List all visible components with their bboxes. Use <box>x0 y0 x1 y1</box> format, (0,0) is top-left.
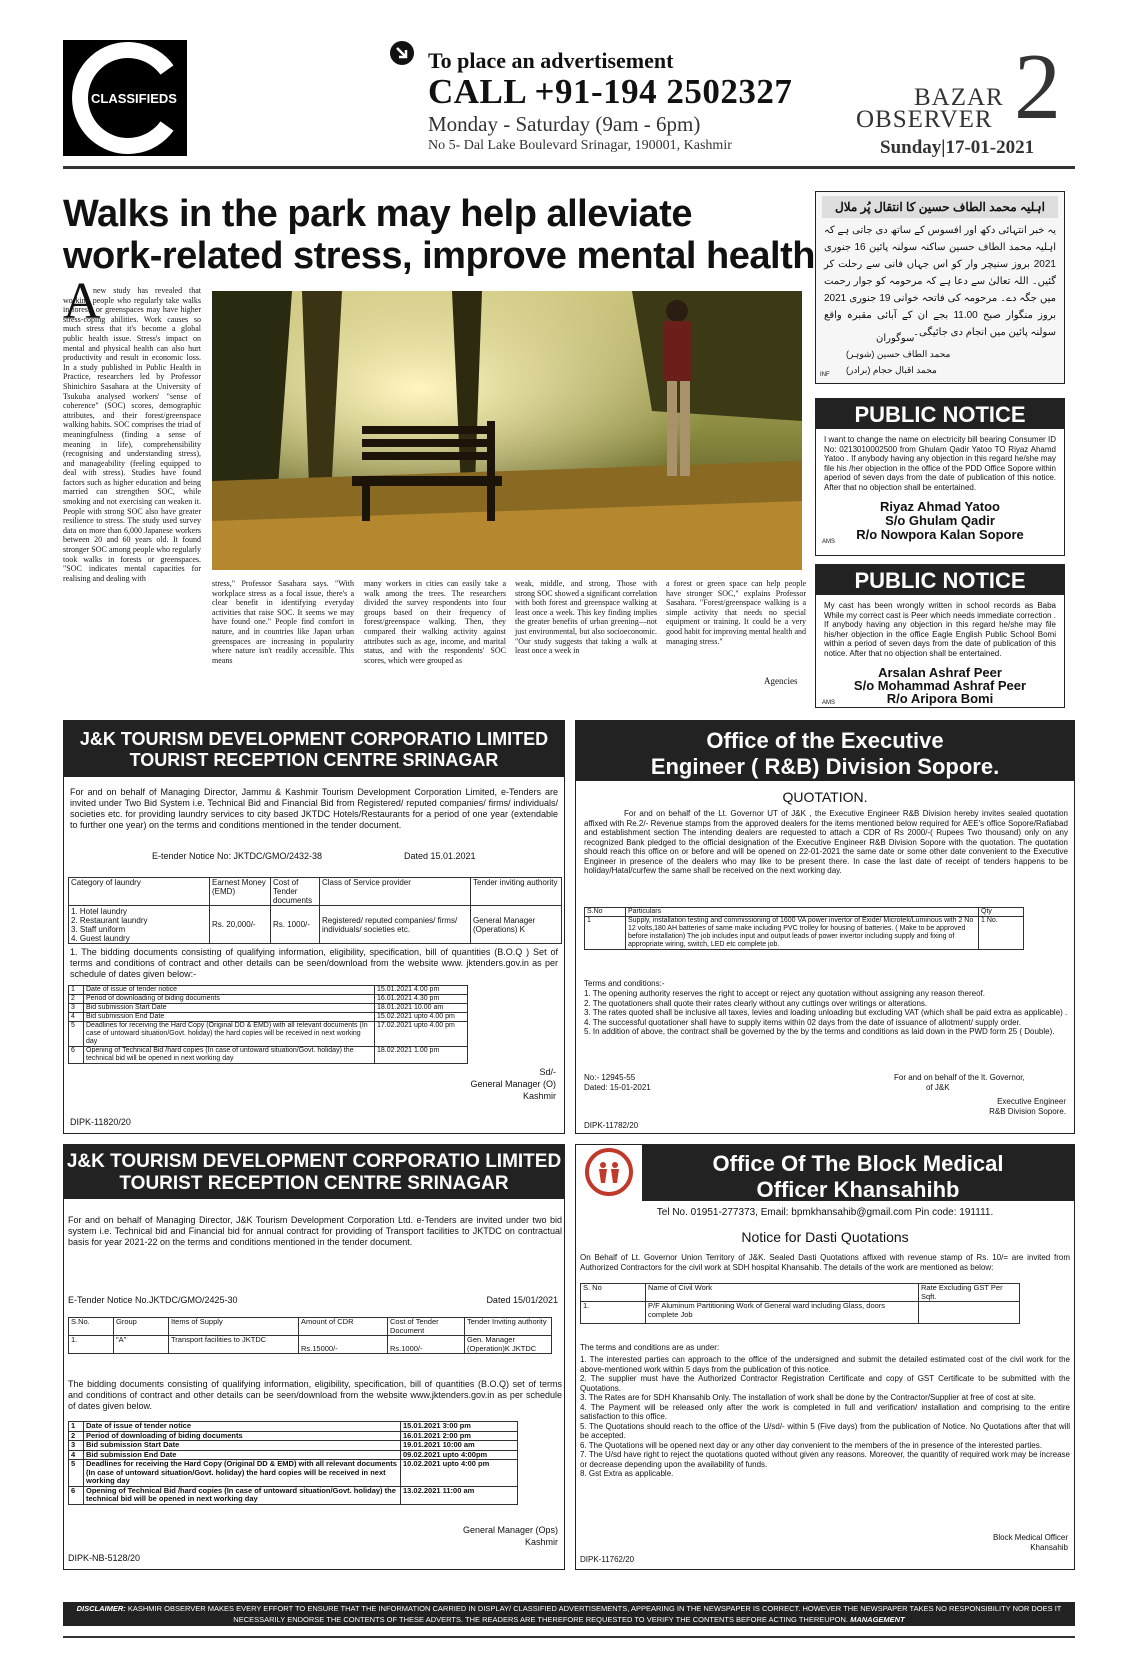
table-row <box>69 1486 518 1504</box>
table-row <box>69 1013 468 1022</box>
table-row <box>69 995 468 1004</box>
table-row <box>69 1004 468 1013</box>
bmo-sign-1: Block Medical Officer <box>993 1533 1068 1542</box>
jktdc2-notice-no: E-Tender Notice No.JKTDC/GMO/2425-30 <box>68 1295 238 1305</box>
list-item: 6. The Quotations will be opened next day or any other day convenient to the members of the in presence of the interested parties. <box>580 1440 1042 1450</box>
schedule-sno: 2 <box>69 995 84 1004</box>
schedule-sno: 6 <box>69 1486 84 1504</box>
article-col3-text: many workers in cities can easily take a walk among the trees. The researchers divided the survey respondents into four groups based on their frequency of forest/greenspace walking. Then, they compared their walking activity against attributes such as age, income, and marital status, and with the respondents' SOC scores, which were grouped as <box>364 579 506 665</box>
jktdc2-schedule-table <box>68 1421 518 1505</box>
park-bench-photo <box>212 291 802 570</box>
schedule-item: Opening of Technical Bid /hard copies (In case of untoward situation/Govt. holiday) the technical bid will be opened in next working day <box>84 1486 401 1504</box>
jktdc1-sign-3: Kashmir <box>522 1091 556 1101</box>
jktdc2-title-1: J&K TOURISM DEVELOPMENT CORPORATIO LIMITED <box>66 1151 562 1172</box>
list-item: 2. Restaurant laundry <box>71 916 148 925</box>
schedule-item: Bid submission End Date <box>84 1450 401 1460</box>
rnb-intro: For and on behalf of the Lt. Governor UT of J&K , the Executive Engineer R&B Division hereby invites sealed quotation affixed with Re.2/- Revenue stamps from the approved dealers for the items mentioned below required for AEE's office Sopore/Rafiabad and establishment section The intending dealers are requested to attach a CDR of Rs 2000/-( Rupees Two thousand) only on any recognized Bank pledged to the official designation of the Executive Engineer R&B Division Sopore with the quotation. The quotation should reach this office on or before and will be opened on 22-01-2021 the same date or some other date convenient to the Executive Engineer in presence of the dealers who may like to be present there. In case the last date of receipt of tenders happens to be holiday/Hatal/curfew the same shall be received on the next working day. <box>584 809 1068 875</box>
bmo-banner <box>642 1145 1074 1201</box>
rnb-row-qty: 1 No. <box>979 917 1024 950</box>
rnb-subtitle: QUOTATION. <box>782 789 868 805</box>
schedule-item: Date of issue of tender notice <box>84 986 375 995</box>
list-item: 1. Hotel laundry <box>71 907 128 916</box>
list-item: 1. The interested parties can approach to the office of the undersigned and submit the detailed estimated cost of the civil work for the above-mentioned work within 5 days from the publication of this notice. <box>580 1355 1070 1374</box>
schedule-item: Bid submission Start Date <box>84 1004 375 1013</box>
obituary-name-2: محمد اقبال حجام (برادر) <box>846 365 937 375</box>
rnb-sign-2: of J&K <box>926 1083 950 1092</box>
jktdc2-sign-1: General Manager (Ops) <box>462 1525 558 1535</box>
bmo-terms-title: The terms and conditions are as under: <box>580 1343 720 1352</box>
jktdc2-row-cdr: Rs.15000/- <box>299 1336 388 1354</box>
rnb-quotation <box>575 720 1075 1134</box>
jktdc2-h-items: Items of Supply <box>169 1318 299 1336</box>
list-item: 4. The successful quotationer shall have to supply items within 02 days from the date of issuance of allotment/ supply order. <box>584 1017 1021 1027</box>
jktdc1-title-1: J&K TOURISM DEVELOPMENT CORPORATIO LIMITED <box>79 729 549 749</box>
article-photo <box>212 291 802 570</box>
bmo-work-table <box>580 1283 1020 1324</box>
rnb-items-table <box>584 907 1024 950</box>
jktdc1-h-category: Category of laundry <box>69 878 210 906</box>
schedule-date: 19.01.2021 10:00 am <box>401 1441 518 1451</box>
public-notice-2-tag: AMS <box>822 700 836 706</box>
disclaimer-text: KASHMIR OBSERVER MAKES EVERY EFFORT TO ENSURE THAT THE INFORMATION CARRIED IN DISPLAY/ CLASSIFIED ADVERTISEMENTS, APPEARING IN THE NEWSPAPER IS CORRECT. HOWEVER THE NEWSPAPER TAKES NO RESPONSIBILITY NOR DOES IT NECESSARILY ENDORSE THE CONTENTS OF THESE ADVERTS. THE READERS ARE THEREFORE REQUESTED TO VERIFY THE CONTENTS BEFORE ACTING THEREUPON. <box>125 1604 1062 1624</box>
bmo-notice <box>575 1144 1075 1570</box>
jktdc2-items-table <box>68 1317 552 1354</box>
jktdc1-h-cost: Cost of Tender documents <box>271 878 320 906</box>
jktdc2-row-authority: Gen. Manager (Operation)K JKTDC <box>465 1336 552 1354</box>
jktdc1-intro: For and on behalf of Managing Director, Jammu & Kashmir Tourism Development Corporation Limited, e-Tenders are invited under Two Bid System i.e. Technical Bid and Financial Bid from Registered/ reputed companies/ firms/ individuals/ societies etc. for providing laundry services to city based JKTDC Hotels/Restaurants for a period of one year (extendable to further one year) on the terms and conditions mentioned in the tender document. <box>70 787 558 830</box>
rnb-sign-1: For and on behalf of the lt. Governor, <box>894 1073 1025 1082</box>
table-row <box>69 1441 518 1451</box>
jktdc2-row-sno: 1. <box>69 1336 114 1354</box>
rnb-h-qty: Qty <box>979 908 1024 917</box>
jktdc1-cost: Rs. 1000/- <box>271 906 320 944</box>
schedule-date: 10.02.2021 upto 4:00 pm <box>401 1460 518 1487</box>
jktdc2-para: The bidding documents consisting of qualifying information, eligibility, specification, bill of quantities (B.O.Q) set of terms and conditions of contract and other details can be seen/download from the website www.jktenders.gov.in as per schedule of dates given below. <box>68 1379 562 1411</box>
schedule-sno: 1 <box>69 986 84 995</box>
rnb-row-sno: 1 <box>585 917 626 950</box>
logo-text: CLASSIFIEDS <box>91 91 177 106</box>
article-col4-text: weak, middle, and strong. Those with strong SOC showed a significant correlation with both forest and greenspace walking at least once a week. This key finding implies the greater benefits of urban greening—not just environmental, but also socioeconomic. "Our study suggests that taking a walk at least once a week in <box>515 579 657 656</box>
public-notice-1-title: PUBLIC NOTICE <box>816 399 1064 429</box>
schedule-date: 13.02.2021 11:00 am <box>401 1486 518 1504</box>
jktdc2-h-cost: Cost of Tender Document <box>388 1318 465 1336</box>
list-item: 4. Guest laundry <box>71 934 130 943</box>
bmo-h-sno: S. No <box>581 1284 646 1302</box>
public-notice-1-body: I want to change the name on electricity bill bearing Consumer ID No: 0213010002500 from Ghulam Qadir Yatoo TO Riyaz Ahamd Yatoo . If anybody having any objection in this regard he/she may file his /her objection in the office of the PDD Office Sopore within aperiod of seven days from the date of publication of this notice. After that no objection shall be entertained. <box>824 435 1056 492</box>
jktdc1-sign-2: General Manager (O) <box>470 1079 556 1089</box>
jktdc1-h-emd: Earnest Money (EMD) <box>210 878 271 906</box>
rnb-h-sno: S.No <box>585 908 626 917</box>
public-notice-2-address: R/o Aripora Bomi <box>886 691 994 706</box>
article-column-5 <box>666 579 806 679</box>
article-column-1 <box>63 286 201 686</box>
schedule-sno: 5 <box>69 1022 84 1047</box>
obituary-tag: INF <box>820 372 830 378</box>
paper-name-2: OBSERVER <box>856 106 993 133</box>
jktdc2-row-group: "A" <box>114 1336 169 1354</box>
jktdc1-schedule-table <box>68 985 468 1064</box>
nrhm-logo <box>578 1147 640 1197</box>
schedule-date: 18.01.2021 10.00 am <box>375 1004 468 1013</box>
article-column-4 <box>515 579 657 687</box>
article-headline-2: work-related stress, improve mental health <box>63 235 815 277</box>
list-item: 4. The Payment will be released only after the work is completed in full and verification/ installation and comprising to the entire satisfaction to this office. <box>580 1402 1070 1421</box>
jktdc1-para: 1. The bidding documents consisting of qualifying information, eligibility, specification, bill of quantities (B.O.Q ) Set of terms and conditions of contract and other details can be seen/download from the website www. jktenders.gov.in as per schedule of dates given below:- <box>70 947 558 979</box>
article-column-2 <box>212 579 354 687</box>
jktdc1-banner <box>64 721 564 777</box>
public-notice-1-tag: AMS <box>822 539 836 545</box>
obituary-body: یہ خبر انتہائی دکھ اور افسوس کے ساتھ دی جاتی ہے کہ اہلیہ محمد الطاف حسین ساکنہ سولنہ پائین 16 جنوری 2021 بروز سنیچر وار کو اس جہاں فانی سے رحلت کر گئیں۔ اللہ تعالیٰ سے دعا ہے کہ مرحومہ کو جوار رحمت میں جگہ دے۔ مرحومہ کی فاتحہ خوانی 19 جنوری 2021 بروز منگوار صبح 11.00 بجے ان کے آبائی مقبرہ واقع سولنہ پائین میں انجام دی جائیگی۔ <box>824 225 1056 338</box>
list-item: 8. Gst Extra as applicable. <box>580 1469 674 1478</box>
schedule-date: 15.01.2021 3:00 pm <box>401 1422 518 1432</box>
rnb-title-1: Office of the Executive <box>706 728 944 753</box>
jktdc1-emd: Rs. 20,000/- <box>210 906 271 944</box>
list-item: 3. The rates quoted shall be inclusive all taxes, levies and loading unloading but excluding VAT (which shall be paid extra as applicable) . <box>584 1008 1068 1017</box>
dropcap: A <box>63 273 101 330</box>
bmo-contact: Tel No. 01951-277373, Email: bpmkhansahib@gmail.com Pin code: 191111. <box>656 1207 994 1218</box>
jktdc2-h-cdr: Amount of CDR <box>299 1318 388 1336</box>
table-row <box>69 1022 468 1047</box>
bmo-row-work: P/F Aluminum Partitioning Work of General ward including Glass, doors complete Job <box>646 1302 919 1324</box>
advert-line: To place an advertisement <box>428 48 674 73</box>
table-row <box>69 1047 468 1064</box>
rnb-row-particulars: Supply, installation testing and commissioning of 1600 VA power invertor of Exide/ Microtek/Luminous with 2 No 12 volts,180 AH batteries of same make including PVC trolley for housing of batteries. ( Make to be approved before installation) The job includes input and output leads of power invertor including supply and fixing of appropriate wiring, switch, LED etc complete job. <box>626 917 979 950</box>
phone-number: CALL +91-194 2502327 <box>428 72 793 111</box>
public-notice-1-name: Riyaz Ahmad Yatoo <box>880 499 1000 514</box>
schedule-item: Period of downloading of biding documents <box>84 995 375 1004</box>
schedule-date: 17.02.2021 upto 4.00 pm <box>375 1022 468 1047</box>
disclaimer-signoff: MANAGEMENT <box>848 1615 905 1624</box>
rnb-title-2: Engineer ( R&B) Division Sopore. <box>650 754 1000 779</box>
jktdc2-h-authority: Tender Inviting authority <box>465 1318 552 1336</box>
schedule-item: Opening of Technical Bid /hard copies (In case of untoward situation/Govt. holiday) the technical bid will be opened in next working day <box>84 1047 375 1064</box>
schedule-sno: 2 <box>69 1431 84 1441</box>
classifieds-logo <box>63 40 187 156</box>
bmo-h-rate: Rate Excluding GST Per Sqft. <box>919 1284 1020 1302</box>
list-item: 2. The quotationers shall quote their rates clearly without any cuttings over writings or alterations. <box>584 998 928 1008</box>
obituary-box <box>815 191 1065 384</box>
bmo-intro: On Behalf of Lt. Governor Union Territory of J&K. Sealed Dasti Quotations affixed with revenue stamp of Rs. 10/= are invited from Authorized Contractors for the civil work at SDH hospital Khansahib. The details of the work are mentioned as below: <box>580 1253 1070 1272</box>
schedule-sno: 3 <box>69 1004 84 1013</box>
jktdc1-notice-no: E-tender Notice No: JKTDC/GMO/2432-38 <box>152 851 323 861</box>
jktdc2-intro: For and on behalf of Managing Director, J&K Tourism Development Corporation Ltd. e-Tenders are invited under two bid system i.e. Technical bid and Financial bid for annual contract for providing of Transport facilities to JKTDC on contractual basis for year 2021-22 on the terms and conditions mentioned in the tender document. <box>68 1215 562 1247</box>
bmo-title-2: Officer Khansahihb <box>756 1177 960 1202</box>
rnb-terms <box>584 989 1068 1037</box>
rnb-h-particulars: Particulars <box>626 908 979 917</box>
rnb-banner <box>576 721 1074 781</box>
jktdc2-h-sno: S.No. <box>69 1318 114 1336</box>
list-item: 3. The Rates are for SDH Khansahib Only. The installation of work shall be done by the Contractor/Supplier at free of cost at site. <box>580 1393 1036 1402</box>
page-number: 2 <box>1014 35 1061 139</box>
jktdc2-row-items: Transport facilities to JKTDC <box>169 1336 299 1354</box>
article-column-3 <box>364 579 506 687</box>
public-notice-1-father: S/o Ghulam Qadir <box>885 513 995 528</box>
schedule-date: 18.02.2021 1.00 pm <box>375 1047 468 1064</box>
paper-name-1: BAZAR <box>914 84 1004 111</box>
jktdc2-banner <box>64 1145 564 1199</box>
schedule-sno: 4 <box>69 1013 84 1022</box>
jktdc1-dipk: DIPK-11820/20 <box>70 1117 131 1127</box>
nrhm-logo-icon <box>578 1147 640 1197</box>
jktdc1-title-2: TOURIST RECEPTION CENTRE SRINAGAR <box>129 750 499 770</box>
schedule-date: 16.01.2021 4.30 pm <box>375 995 468 1004</box>
table-row <box>69 1422 518 1432</box>
footer-rule <box>63 1636 1075 1638</box>
schedule-sno: 6 <box>69 1047 84 1064</box>
article-col2-text: stress," Professor Sasahara says. "With workplace stress as a focal issue, there's a clear benefit in identifying everyday activities that raise SOC. It seems we may have found one." People find comfort in nature, and in countries like Japan urban greenspaces are increasing in popularity where nature isn't readily accessible. This means <box>212 579 354 665</box>
article-col1-text: new study has revealed that working people who regularly take walks in forests or greenspaces may have higher stress-coping abilities. Work causes so much stress that it's become a global public health issue. Stress's impact on mental and physical health can also hurt productivity and result in economic loss. In a study published in Public Health in Practice, researchers led by Professor Shinichiro Sasahara at the University of Tsukuba analysed workers' "sense of coherence" (SOC) scores, demographic attributes, and their forest/greenspace walking habits. SOC comprises the triad of meaningfulness (finding a sense of meaning in life), comprehensibility (recognising and understanding stress), and manageability (feeling equipped to deal with stress). Studies have found factors such as higher education and being married can strengthen SOC, while smoking and not exercising can weaken it. People with strong SOC also have greater resilience to stress. The study used survey data on more than 6,000 Japanese workers between 20 and 60 years old. It found stronger SOC among people who regularly took walks in forests or greenspaces. "SOC indicates mental capacities for realising and dealing with <box>63 286 201 583</box>
office-hours: Monday - Saturday (9am - 6pm) <box>428 112 701 136</box>
bmo-sign-2: Khansahib <box>1030 1543 1068 1552</box>
office-address: No 5- Dal Lake Boulevard Srinagar, 190001, Kashmir <box>428 138 732 153</box>
public-notice-1-address: R/o Nowpora Kalan Sopore <box>856 527 1024 542</box>
schedule-sno: 4 <box>69 1450 84 1460</box>
jktdc1-h-authority: Tender inviting authority <box>471 878 562 906</box>
rnb-dated: Dated: 15-01-2021 <box>584 1083 651 1092</box>
public-notice-1 <box>815 398 1065 556</box>
jktdc1-h-class: Class of Service provider <box>320 878 471 906</box>
bmo-terms <box>580 1355 1070 1479</box>
jktdc-tender-laundry <box>63 720 565 1134</box>
schedule-date: 09.02.2021 upto 4:00pm <box>401 1450 518 1460</box>
public-notice-2-father: S/o Mohammad Ashraf Peer <box>853 678 1027 693</box>
schedule-item: Date of issue of tender notice <box>84 1422 401 1432</box>
schedule-item: Deadlines for receiving the Hard Copy (Original DD & EMD) with all relevant documents (In case of untoward situation/Govt. holiday) the hard copies will be received in next working day <box>84 1460 401 1487</box>
public-notice-2-name: Arsalan Ashraf Peer <box>878 665 1002 680</box>
agency-credit: Agencies <box>764 676 798 686</box>
jktdc2-dated: Dated 15/01/2021 <box>486 1295 558 1305</box>
issue-date: Sunday|17-01-2021 <box>880 137 1035 158</box>
rnb-dipk: DIPK-11782/20 <box>584 1121 639 1130</box>
advert-arrow-icon <box>389 40 415 66</box>
list-item: 5. In addition of above, the contract shall be governed by the by the terms and conditions as laid down in the PWD form 25 ( Double). <box>584 1027 1055 1036</box>
bmo-h-work: Name of Civil Work <box>646 1284 919 1302</box>
jktdc2-row-cost: Rs.1000/- <box>388 1336 465 1354</box>
jktdc1-authority: General Manager (Operations) K <box>471 906 562 944</box>
bmo-row-rate <box>919 1302 1020 1324</box>
jktdc1-categories <box>69 906 210 944</box>
list-item: 1. The opening authority reserves the right to accept or reject any quotation without assigning any reason thereof. <box>584 989 985 998</box>
bmo-title-1: Office Of The Block Medical <box>712 1151 1004 1176</box>
bmo-row-sno: 1. <box>581 1302 646 1324</box>
list-item: 3. Staff uniform <box>71 925 126 934</box>
schedule-date: 15.02.2021 upto 4.00 pm <box>375 1013 468 1022</box>
jktdc2-title-2: TOURIST RECEPTION CENTRE SRINAGAR <box>119 1173 509 1194</box>
public-notice-2-body: My cast has been wrongly written in school records as Baba While my correct cast is Peer which needs immediate correction . If anybody having any objection in this regard he/she may file his/her objection in the office Eagle English Public School Bomi within a period of seven days from the date of publication of this notice. After that no objection shall be entertained. <box>824 601 1056 658</box>
disclaimer-bar <box>63 1602 1075 1626</box>
schedule-item: Bid submission End Date <box>84 1013 375 1022</box>
article-headline-1: Walks in the park may help alleviate <box>63 193 692 235</box>
jktdc1-class: Registered/ reputed companies/ firms/ individuals/ societies etc. <box>320 906 471 944</box>
table-row <box>69 986 468 995</box>
schedule-sno: 1 <box>69 1422 84 1432</box>
schedule-item: Period of downloading of biding documents <box>84 1431 401 1441</box>
rnb-terms-title: Terms and conditions:- <box>584 979 665 988</box>
schedule-sno: 3 <box>69 1441 84 1451</box>
list-item: 7. The U/sd have right to reject the quotations quoted without given any reasons. Moreover, the quantity of required work may be increase or decrease depending upon the availability of funds. <box>580 1450 1070 1469</box>
schedule-date: 16.01.2021 2:00 pm <box>401 1431 518 1441</box>
jktdc1-dated: Dated 15.01.2021 <box>404 851 476 861</box>
masthead-rule <box>63 166 1075 169</box>
disclaimer-label: DISCLAIMER: <box>76 1604 126 1613</box>
jktdc1-category-table <box>68 877 562 944</box>
list-item: 5. The Quotations should reach to the office of the U/sd/- within 5 (Five days) from the publication of Notice. No Quotations after that will be accepted. <box>580 1421 1070 1440</box>
obituary-name-1: محمد الطاف حسین (شوہر) <box>846 349 951 359</box>
jktdc-tender-transport <box>63 1144 565 1570</box>
table-row <box>69 1460 518 1487</box>
obituary-title: اہلیہ محمد الطاف حسین کا انتقال پُر ملال <box>822 196 1058 218</box>
jktdc2-h-group: Group <box>114 1318 169 1336</box>
schedule-item: Deadlines for receiving the Hard Copy (Original DD & EMD) with all relevant documents (In case of untoward situation/Govt. holiday) the hard copies will be received in next working day <box>84 1022 375 1047</box>
schedule-item: Bid submission Start Date <box>84 1441 401 1451</box>
jktdc2-sign-2: Kashmir <box>524 1537 558 1547</box>
article-col5-text: a forest or green space can help people have stronger SOC," explains Professor Sasahara. "Forest/greenspace walking is a simple activity that needs no special equipment or training. It could be a very good habit for improving mental health and managing stress." <box>666 579 806 646</box>
schedule-date: 15.01.2021 4.00 pm <box>375 986 468 995</box>
jktdc2-dipk: DIPK-NB-5128/20 <box>68 1553 141 1563</box>
rnb-sign-3: Executive Engineer <box>997 1097 1066 1106</box>
list-item: 2. The supplier must have the Authorized Contractor Registration Certificate and copy of GST Certificate to be submitted with the Quotations. <box>580 1374 1070 1393</box>
rnb-number: No:- 12945-55 <box>584 1073 636 1082</box>
schedule-sno: 5 <box>69 1460 84 1487</box>
bmo-subtitle: Notice for Dasti Quotations <box>741 1229 909 1245</box>
rnb-sign-4: R&B Division Sopore. <box>989 1107 1066 1116</box>
obituary-mourners: سوگوران <box>876 333 915 344</box>
bmo-dipk: DIPK-11762/20 <box>580 1555 635 1564</box>
public-notice-2 <box>815 564 1065 708</box>
public-notice-2-title: PUBLIC NOTICE <box>816 565 1064 595</box>
jktdc1-sign-1: Sd/- <box>539 1067 556 1077</box>
